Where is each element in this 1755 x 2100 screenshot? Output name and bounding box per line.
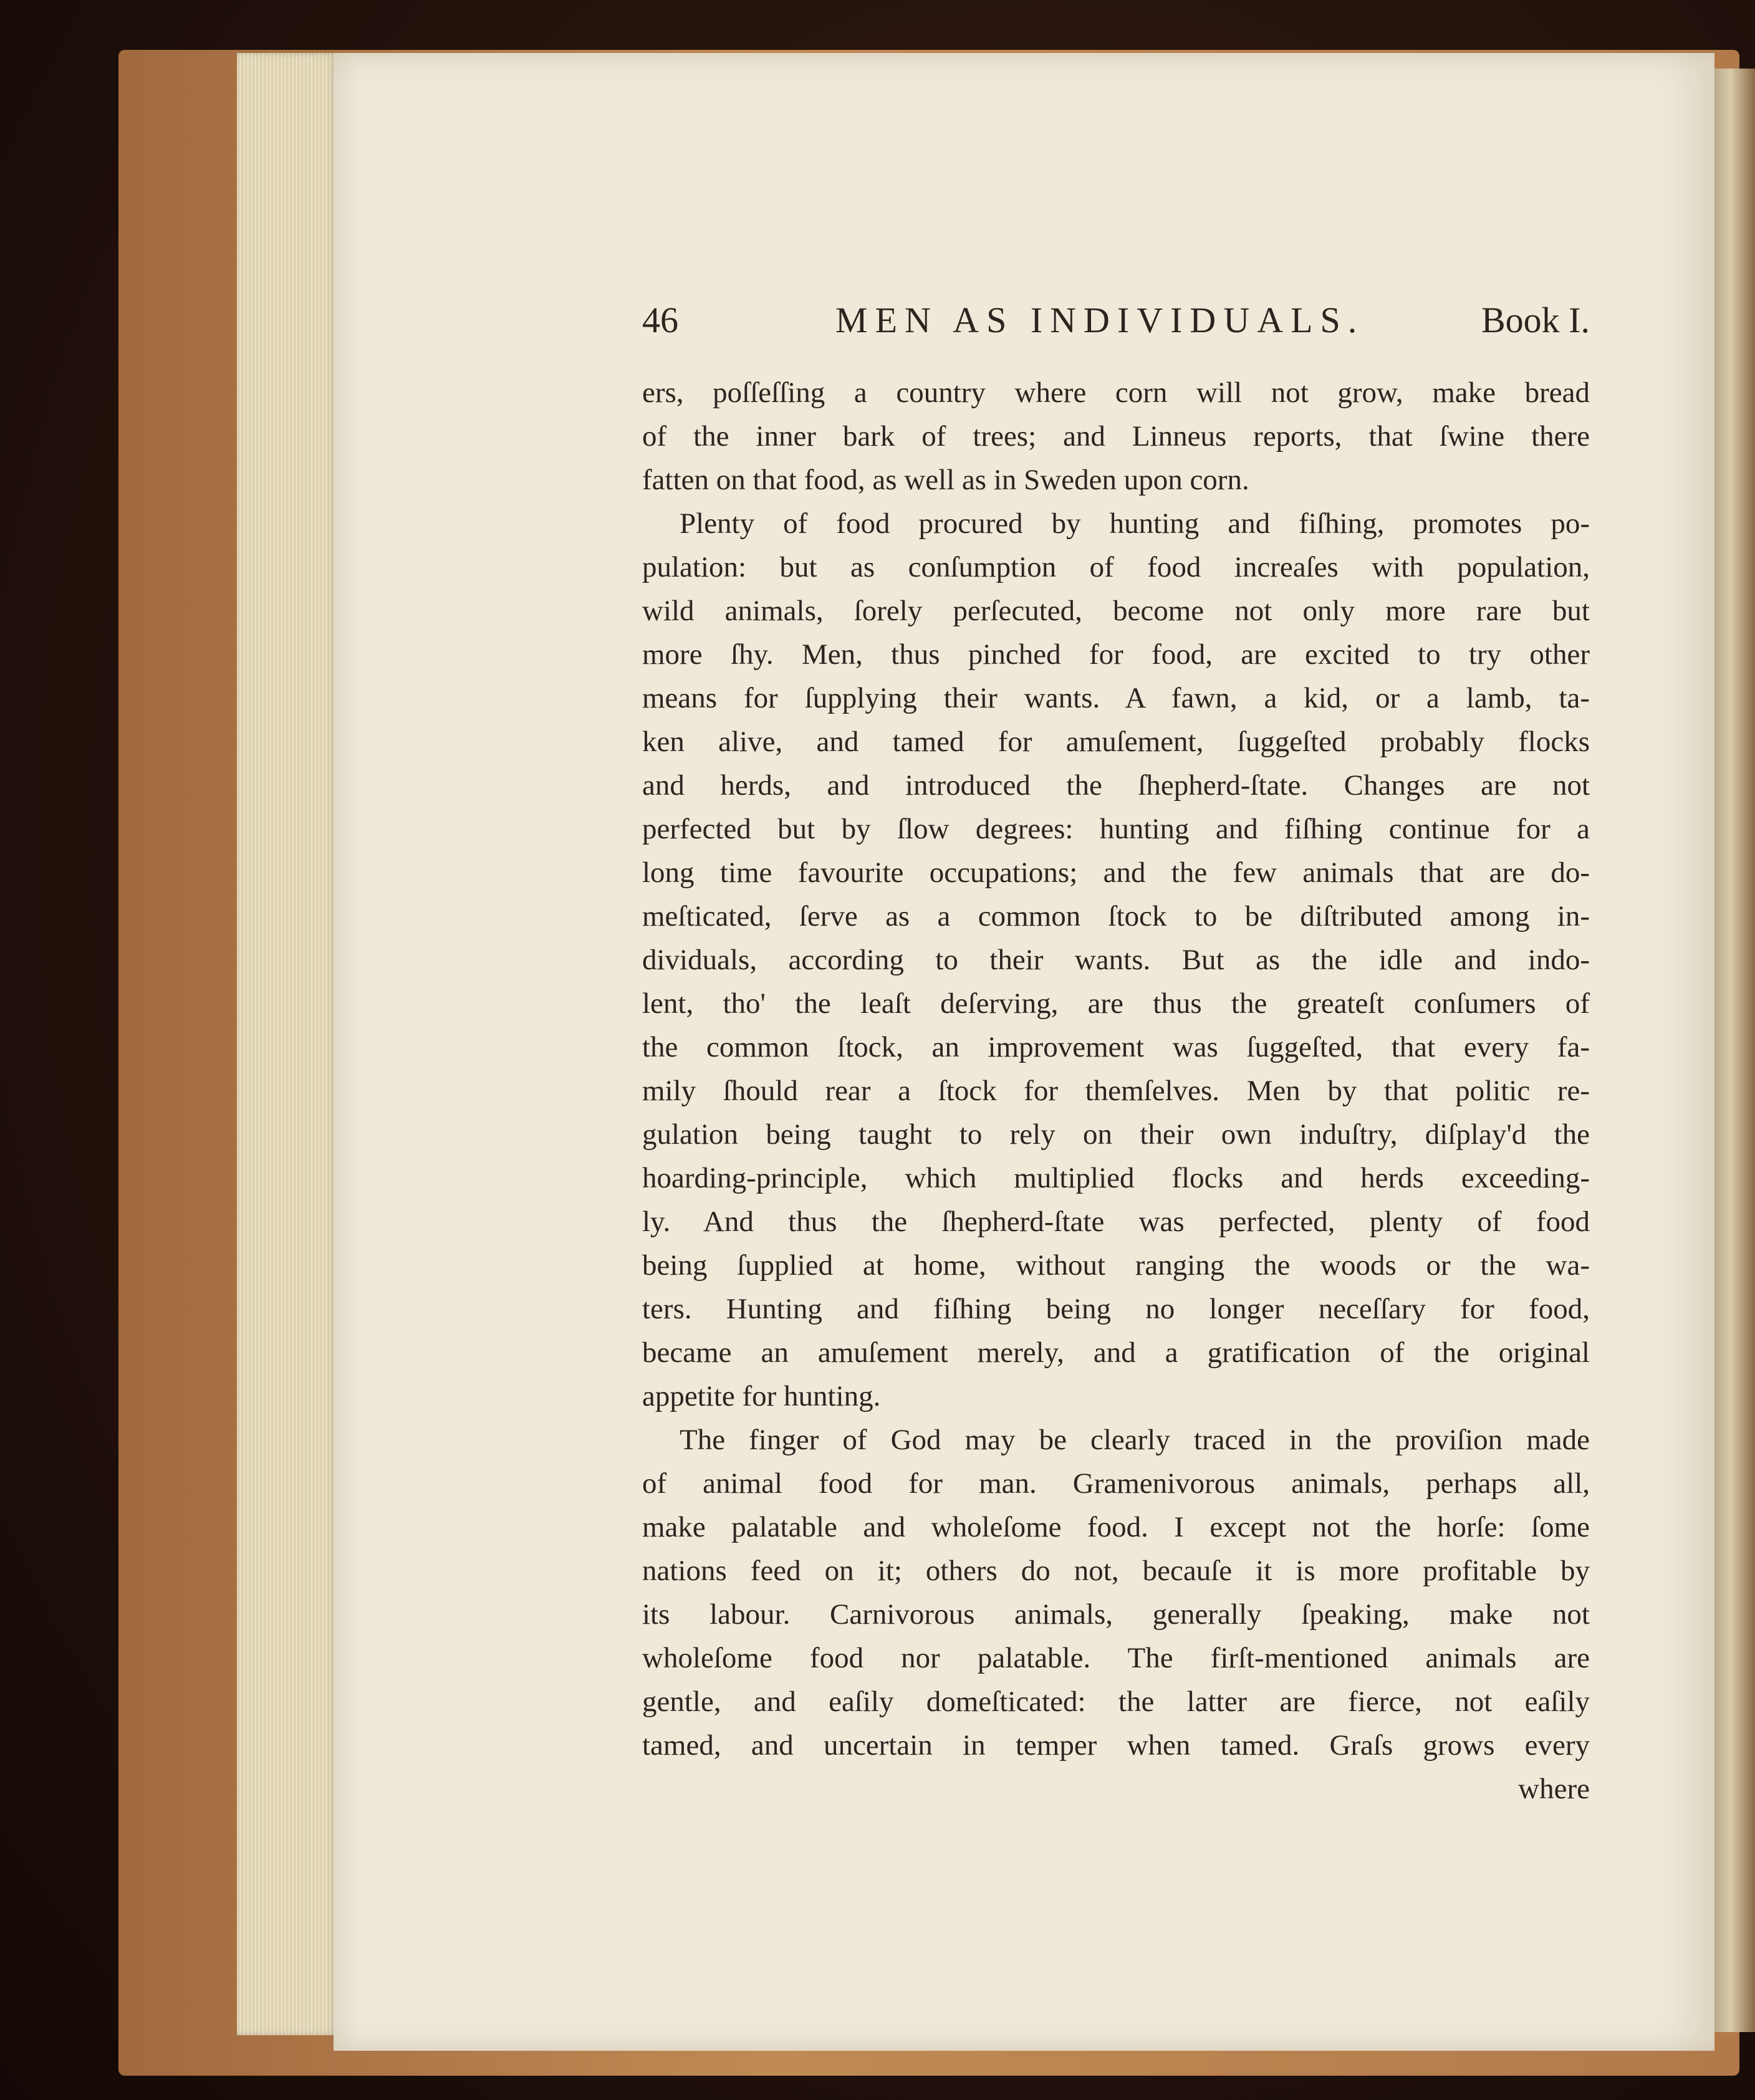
text-line: the common ſtock, an improvement was ſuggeſted, that every fa-: [642, 1031, 1590, 1063]
text-line: ly. And thus the ſhepherd-ſtate was perfected, plenty of food: [642, 1206, 1590, 1238]
text-line: pulation: but as conſumption of food increaſes with population,: [642, 551, 1590, 583]
text-line: fatten on that food, as well as in Sweden upon corn.: [642, 464, 1249, 496]
text-line: ters. Hunting and fiſhing being no longer neceſſary for food,: [642, 1293, 1590, 1325]
page-stack-edge: [237, 53, 337, 2035]
text-line: ers, poſſeſſing a country where corn will not grow, make bread: [642, 376, 1590, 409]
text-line: gulation being taught to rely on their own induſtry, diſplay'd the: [642, 1118, 1590, 1151]
page-header: [642, 299, 1590, 343]
page-number: 46: [642, 300, 678, 340]
text-line: The finger of God may be clearly traced in the proviſion made: [680, 1424, 1590, 1456]
text-line: nations feed on it; others do not, becauſe it is more profitable by: [642, 1555, 1590, 1587]
text-line: mily ſhould rear a ſtock for themſelves. Men by that politic re-: [642, 1075, 1590, 1107]
text-line: wholeſome food nor palatable. The firſt-mentioned animals are: [642, 1642, 1590, 1674]
text-line: perfected but by ſlow degrees: hunting and fiſhing continue for a: [642, 813, 1590, 845]
text-line: its labour. Carnivorous animals, generally ſpeaking, make not: [642, 1598, 1590, 1631]
text-line: wild animals, ſorely perſecuted, become not only more rare but: [642, 595, 1590, 627]
text-line: being ſupplied at home, without ranging the woods or the wa-: [642, 1249, 1590, 1282]
book-reference: Book I.: [1481, 300, 1590, 340]
text-line: meſticated, ſerve as a common ſtock to be diſtributed among in-: [642, 900, 1590, 933]
text-line: became an amuſement merely, and a gratification of the original: [642, 1336, 1590, 1369]
text-line: hoarding-principle, which multiplied flocks and herds exceeding-: [642, 1162, 1590, 1194]
text-line: long time favourite occupations; and the few animals that are do-: [642, 856, 1590, 889]
facing-page-edge: [1714, 69, 1755, 2032]
running-head: MEN AS INDIVIDUALS.: [835, 300, 1365, 340]
text-line: make palatable and wholeſome food. I except not the horſe: ſome: [642, 1511, 1590, 1543]
text-line: means for ſupplying their wants. A fawn, a kid, or a lamb, ta-: [642, 682, 1590, 714]
text-line: and herds, and introduced the ſhepherd-ſtate. Changes are not: [642, 769, 1590, 802]
text-line: ken alive, and tamed for amuſement, ſuggeſted probably flocks: [642, 726, 1590, 758]
catchword: where: [1518, 1773, 1590, 1805]
text-line: of animal food for man. Gramenivorous animals, perhaps all,: [642, 1467, 1590, 1500]
text-line: of the inner bark of trees; and Linneus reports, that ſwine there: [642, 420, 1590, 453]
text-line: lent, tho' the leaſt deſerving, are thus the greateſt conſumers of: [642, 987, 1590, 1020]
text-line: more ſhy. Men, thus pinched for food, are excited to try other: [642, 638, 1590, 671]
body-text: [642, 371, 1590, 1811]
text-line: Plenty of food procured by hunting and fiſhing, promotes po-: [680, 507, 1590, 540]
text-line: dividuals, according to their wants. But as the idle and indo-: [642, 944, 1590, 976]
text-line: gentle, and eaſily domeſticated: the latter are fierce, not eaſily: [642, 1685, 1590, 1718]
text-line: appetite for hunting.: [642, 1380, 881, 1412]
text-line: tamed, and uncertain in temper when tamed. Graſs grows every: [642, 1729, 1590, 1762]
